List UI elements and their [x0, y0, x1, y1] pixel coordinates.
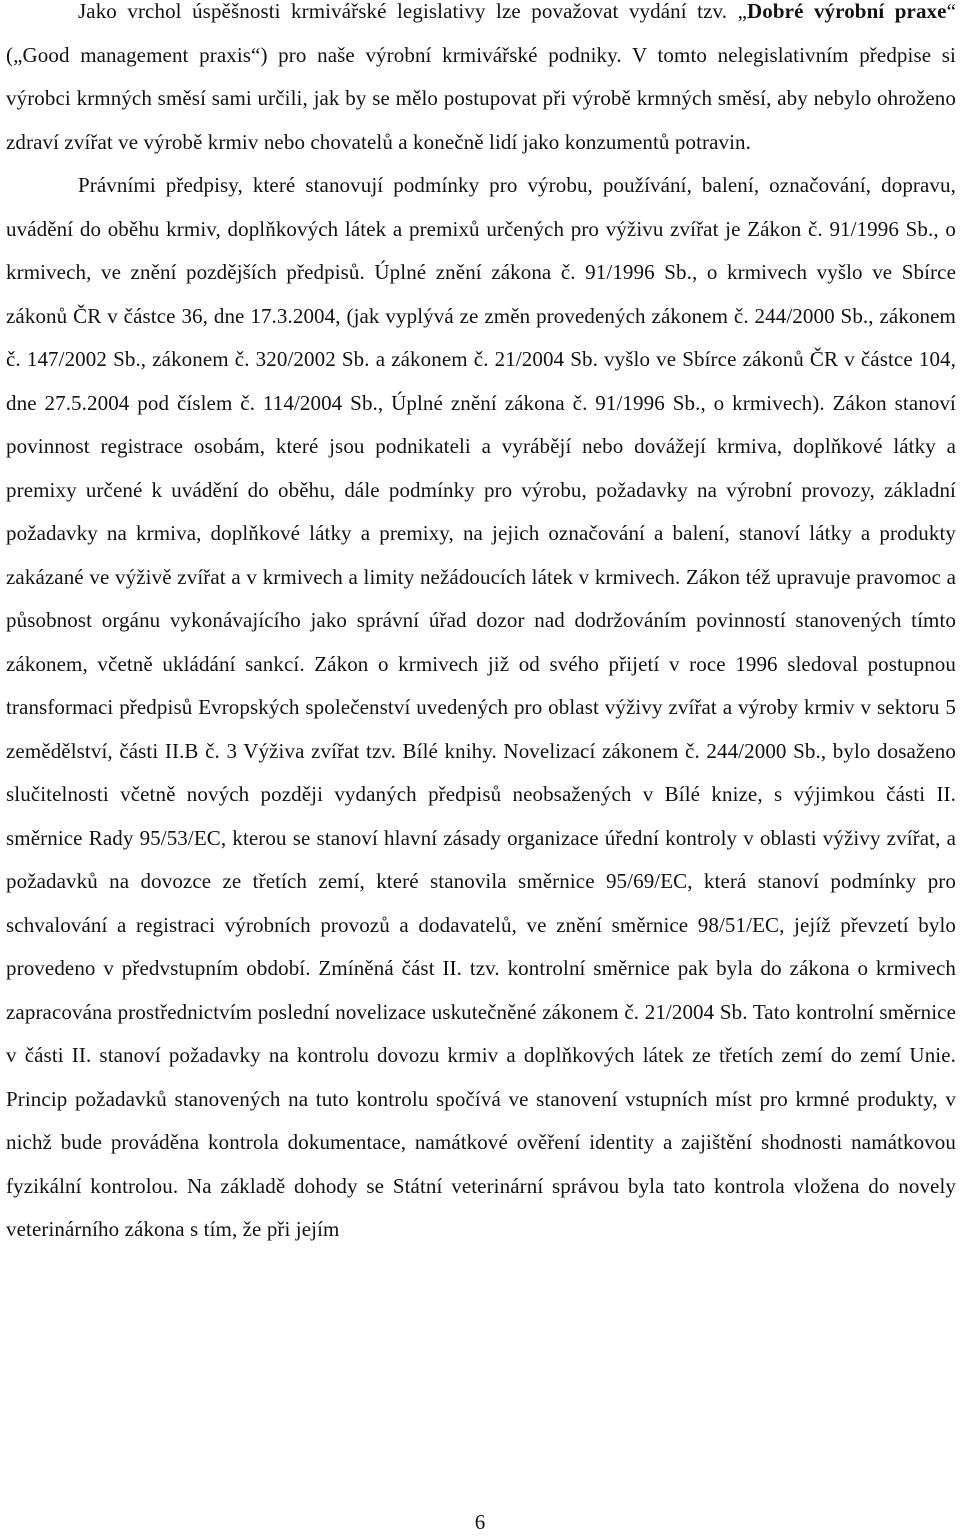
paragraph-1-bold-term: Dobré výrobní praxe: [747, 0, 947, 23]
paragraph-feed-law: [6, 164, 956, 1252]
paragraph-2-text: Právními předpisy, které stanovují podmínky pro výrobu, používání, balení, označování, dopravu, uvádění do oběhu krmiv, doplňkových látek a premixů určených pro výživu zvířat je Zákon č. 91/1996 Sb., o krmivech, ve znění pozdějších předpisů. Úplné znění zákona č. 91/1996 Sb., o krmivech vyšlo ve Sbírce zákonů ČR v částce 36, dne 17.3.2004, (jak vyplývá ze změn provedených zákonem č. 244/2000 Sb., zákonem č. 147/2002 Sb., zákonem č. 320/2002 Sb. a zákonem č. 21/2004 Sb. vyšlo ve Sbírce zákonů ČR v částce 104, dne 27.5.2004 pod číslem č. 114/2004 Sb., Úplné znění zákona č. 91/1996 Sb., o krmivech). Zákon stanoví povinnost registrace osobám, které jsou podnikateli a vyrábějí nebo dovážejí krmiva, doplňkové látky a premixy určené k uvádění do oběhu, dále podmínky pro výrobu, požadavky na výrobní provozy, základní požadavky na krmiva, doplňkové látky a premixy, na jejich označování a balení, stanoví látky a produkty zakázané ve výživě zvířat a v krmivech a limity nežádoucích látek v krmivech. Zákon též upravuje pravomoc a působnost orgánu vykonávajícího jako správní úřad dozor nad dodržováním povinností stanovených tímto zákonem, včetně ukládání sankcí. Zákon o krmivech již od svého přijetí v roce 1996 sledoval postupnou transformaci předpisů Evropských společenství uvedených pro oblast výživy zvířat a výroby krmiv v sektoru 5 zemědělství, části II.B č. 3 Výživa zvířat tzv. Bílé knihy. Novelizací zákonem č. 244/2000 Sb., bylo dosaženo slučitelnosti včetně nových později vydaných předpisů neobsažených v Bílé knize, s výjimkou části II. směrnice Rady 95/53/EC, kterou se stanoví hlavní zásady organizace úřední kontroly v oblasti výživy zvířat, a požadavků na dovozce ze třetích zemí, které stanovila směrnice 95/69/EC, která stanoví podmínky pro schvalování a registraci výrobních provozů a dodavatelů, ve znění směrnice 98/51/EC, jejíž převzetí bylo provedeno v předvstupním období. Zmíněná část II. tzv. kontrolní směrnice pak byla do zákona o krmivech zapracována prostřednictvím poslední novelizace uskutečněné zákonem č. 21/2004 Sb. Tato kontrolní směrnice v části II. stanoví požadavky na kontrolu dovozu krmiv a doplňkových látek ze třetích zemí do zemí Unie. Princip požadavků stanovených na tuto kontrolu spočívá ve stanovení vstupních míst pro krmné produkty, v nichž bude prováděna kontrola dokumentace, namátkové ověření identity a zajištění shodnosti namátkovou fyzikální kontrolou. Na základě dohody se Státní veterinární správou byla tato kontrola vložena do novely veterinárního zákona s tím, že při jejím: [6, 173, 956, 1241]
paragraph-1-text-2: “ („Good management praxis“) pro naše výrobní krmivářské podniky. V tomto nelegislativním předpise si výrobci krmných směsí sami určili, jak by se mělo postupovat při výrobě krmných směsí, aby nebylo ohroženo zdraví zvířat ve výrobě krmiv nebo chovatelů a konečně lidí jako konzumentů potravin.: [6, 0, 956, 154]
paragraph-good-practice: [6, 0, 956, 164]
document-page: [6, 0, 956, 1252]
paragraph-1-text-1: Jako vrchol úspěšnosti krmivářské legislativy lze považovat vydání tzv. „: [78, 0, 747, 23]
page-number: 6: [474, 1510, 486, 1534]
